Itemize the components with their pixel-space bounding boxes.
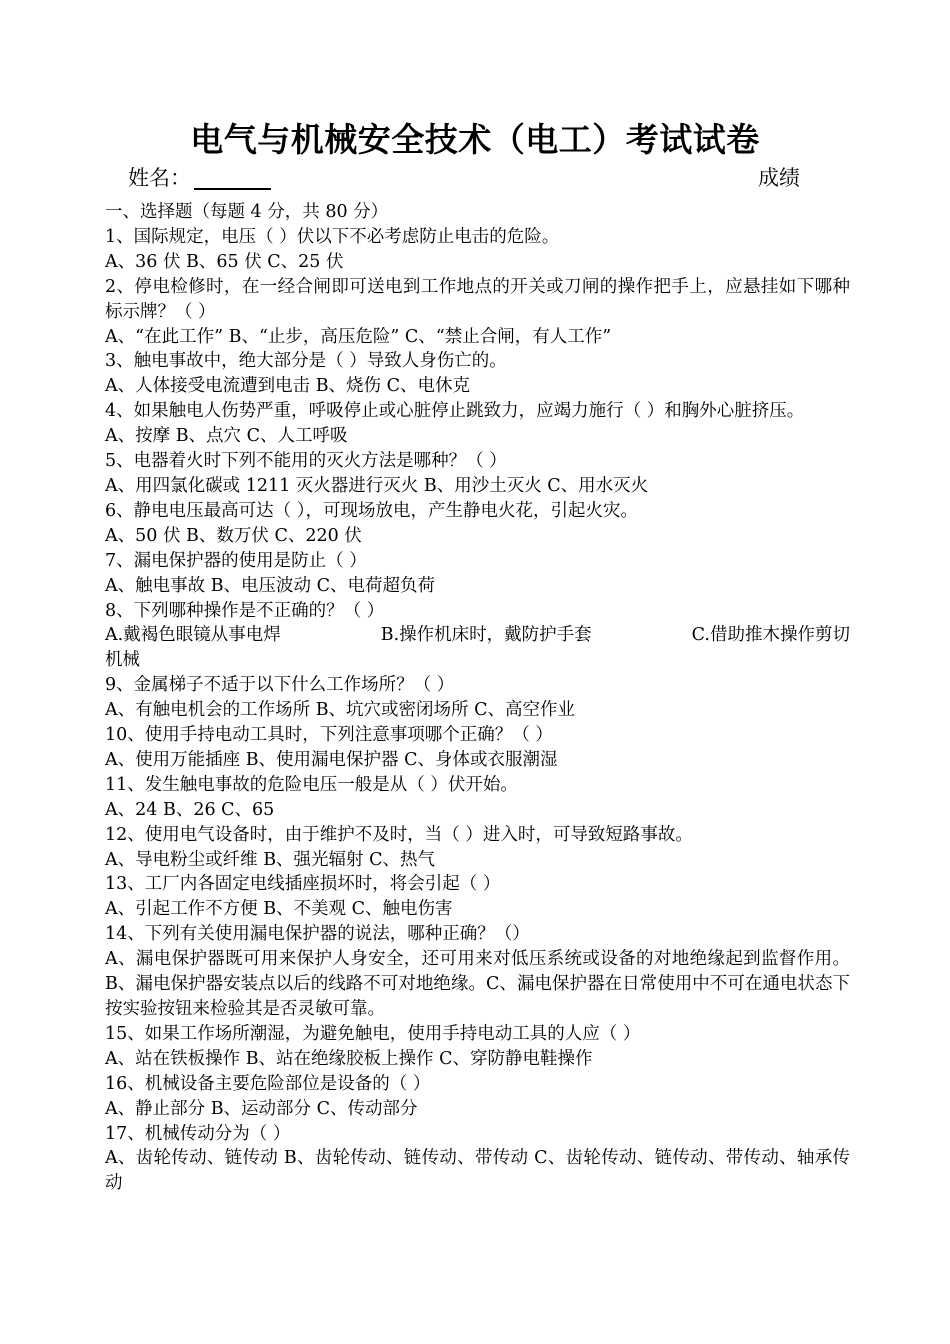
question-8-option-c-continued: 机械 [105, 650, 140, 671]
question-4: 4、如果触电人伤势严重，呼吸停止或心脏停止跳致力，应竭力施行（ ）和胸外心脏挤压。 [105, 401, 805, 422]
page-title: 电气与机械安全技术（电工）考试试卷 [190, 120, 760, 159]
question-3-options: A、人体接受电流遭到电击 B、烧伤 C、电休克 [105, 376, 471, 397]
student-info-row [128, 163, 800, 193]
question-6-options: A、50 伏 B、数万伏 C、220 伏 [105, 525, 362, 546]
question-15: 15、如果工作场所潮湿，为避免触电，使用手持电动工具的人应（ ） [105, 1023, 641, 1044]
question-5: 5、电器着火时下列不能用的灭火方法是哪种？（ ） [105, 451, 507, 472]
question-5-options: A、用四氯化碳或 1211 灭火器进行灭火 B、用沙土灭火 C、用水灭火 [105, 475, 649, 496]
question-8-option-b: B.操作机床时，戴防护手套 [380, 625, 592, 646]
name-blank-line [194, 188, 271, 190]
question-1: 1、国际规定，电压（ ）伏以下不必考虑防止电击的危险。 [105, 226, 560, 247]
question-7: 7、漏电保护器的使用是防止（ ） [105, 550, 367, 571]
question-15-options: A、站在铁板操作 B、站在绝缘胶板上操作 C、穿防静电鞋操作 [105, 1048, 593, 1069]
question-14: 14、下列有关使用漏电保护器的说法，哪种正确？（） [105, 924, 530, 945]
question-8-options [105, 623, 850, 648]
question-8: 8、下列哪种操作是不正确的？（ ） [105, 600, 385, 621]
section-header: 一、选择题（每题 4 分，共 80 分） [105, 202, 389, 222]
question-8-option-a: A.戴褐色眼镜从事电焊 [105, 625, 281, 646]
question-1-options: A、36 伏 B、65 伏 C、25 伏 [105, 251, 344, 272]
question-17: 17、机械传动分为（ ） [105, 1123, 291, 1144]
score-label: 成绩 [758, 166, 800, 190]
question-6: 6、静电电压最高可达（ ），可现场放电，产生静电火花，引起火灾。 [105, 500, 638, 521]
question-12-options: A、导电粉尘或纤维 B、强光辐射 C、热气 [105, 849, 436, 870]
name-label: 姓名： [128, 166, 191, 190]
question-13: 13、工厂内各固定电线插座损坏时，将会引起（ ） [105, 874, 501, 895]
question-14-options: A、漏电保护器既可用来保护人身安全，还可用来对低压系统或设备的对地绝缘起到监督作用。B、漏电保护器安装点以后的线路不可对地绝缘。C、漏电保护器在日常使用中不可在通电状态下按实验按钮来检验其是否灵敏可靠。 [105, 949, 850, 1019]
question-10-options: A、使用万能插座 B、使用漏电保护器 C、身体或衣服潮湿 [105, 749, 558, 770]
question-4-options: A、按摩 B、点穴 C、人工呼吸 [105, 426, 348, 447]
question-2: 2、停电检修时，在一经合闸即可送电到工作地点的开关或刀闸的操作把手上，应悬挂如下哪种标示牌？（ ） [105, 276, 850, 322]
question-10: 10、使用手持电动工具时，下列注意事项哪个正确？（ ） [105, 725, 553, 746]
question-11-options: A、24 B、26 C、65 [105, 799, 275, 820]
question-list [105, 200, 850, 1196]
question-11: 11、发生触电事故的危险电压一般是从（ ）伏开始。 [105, 774, 518, 795]
question-16-options: A、静止部分 B、运动部分 C、传动部分 [105, 1098, 418, 1119]
question-16: 16、机械设备主要危险部位是设备的（ ） [105, 1073, 431, 1094]
question-7-options: A、触电事故 B、电压波动 C、电荷超负荷 [105, 575, 436, 596]
question-8-option-c: C.借助推木操作剪切 [691, 625, 850, 646]
question-12: 12、使用电气设备时，由于维护不及时，当（ ）进入时，可导致短路事故。 [105, 824, 693, 845]
question-17-options: A、齿轮传动、链传动 B、齿轮传动、链传动、带传动 C、齿轮传动、链传动、带传动、轴承传动 [105, 1148, 850, 1194]
question-9: 9、金属梯子不适于以下什么工作场所？（ ） [105, 675, 455, 696]
question-9-options: A、有触电机会的工作场所 B、坑穴或密闭场所 C、高空作业 [105, 700, 576, 721]
question-13-options: A、引起工作不方便 B、不美观 C、触电伤害 [105, 899, 453, 920]
question-3: 3、触电事故中，绝大部分是（ ）导致人身伤亡的。 [105, 351, 507, 372]
question-2-options: A、“在此工作” B、“止步，高压危险” C、“禁止合闸，有人工作” [105, 326, 612, 347]
